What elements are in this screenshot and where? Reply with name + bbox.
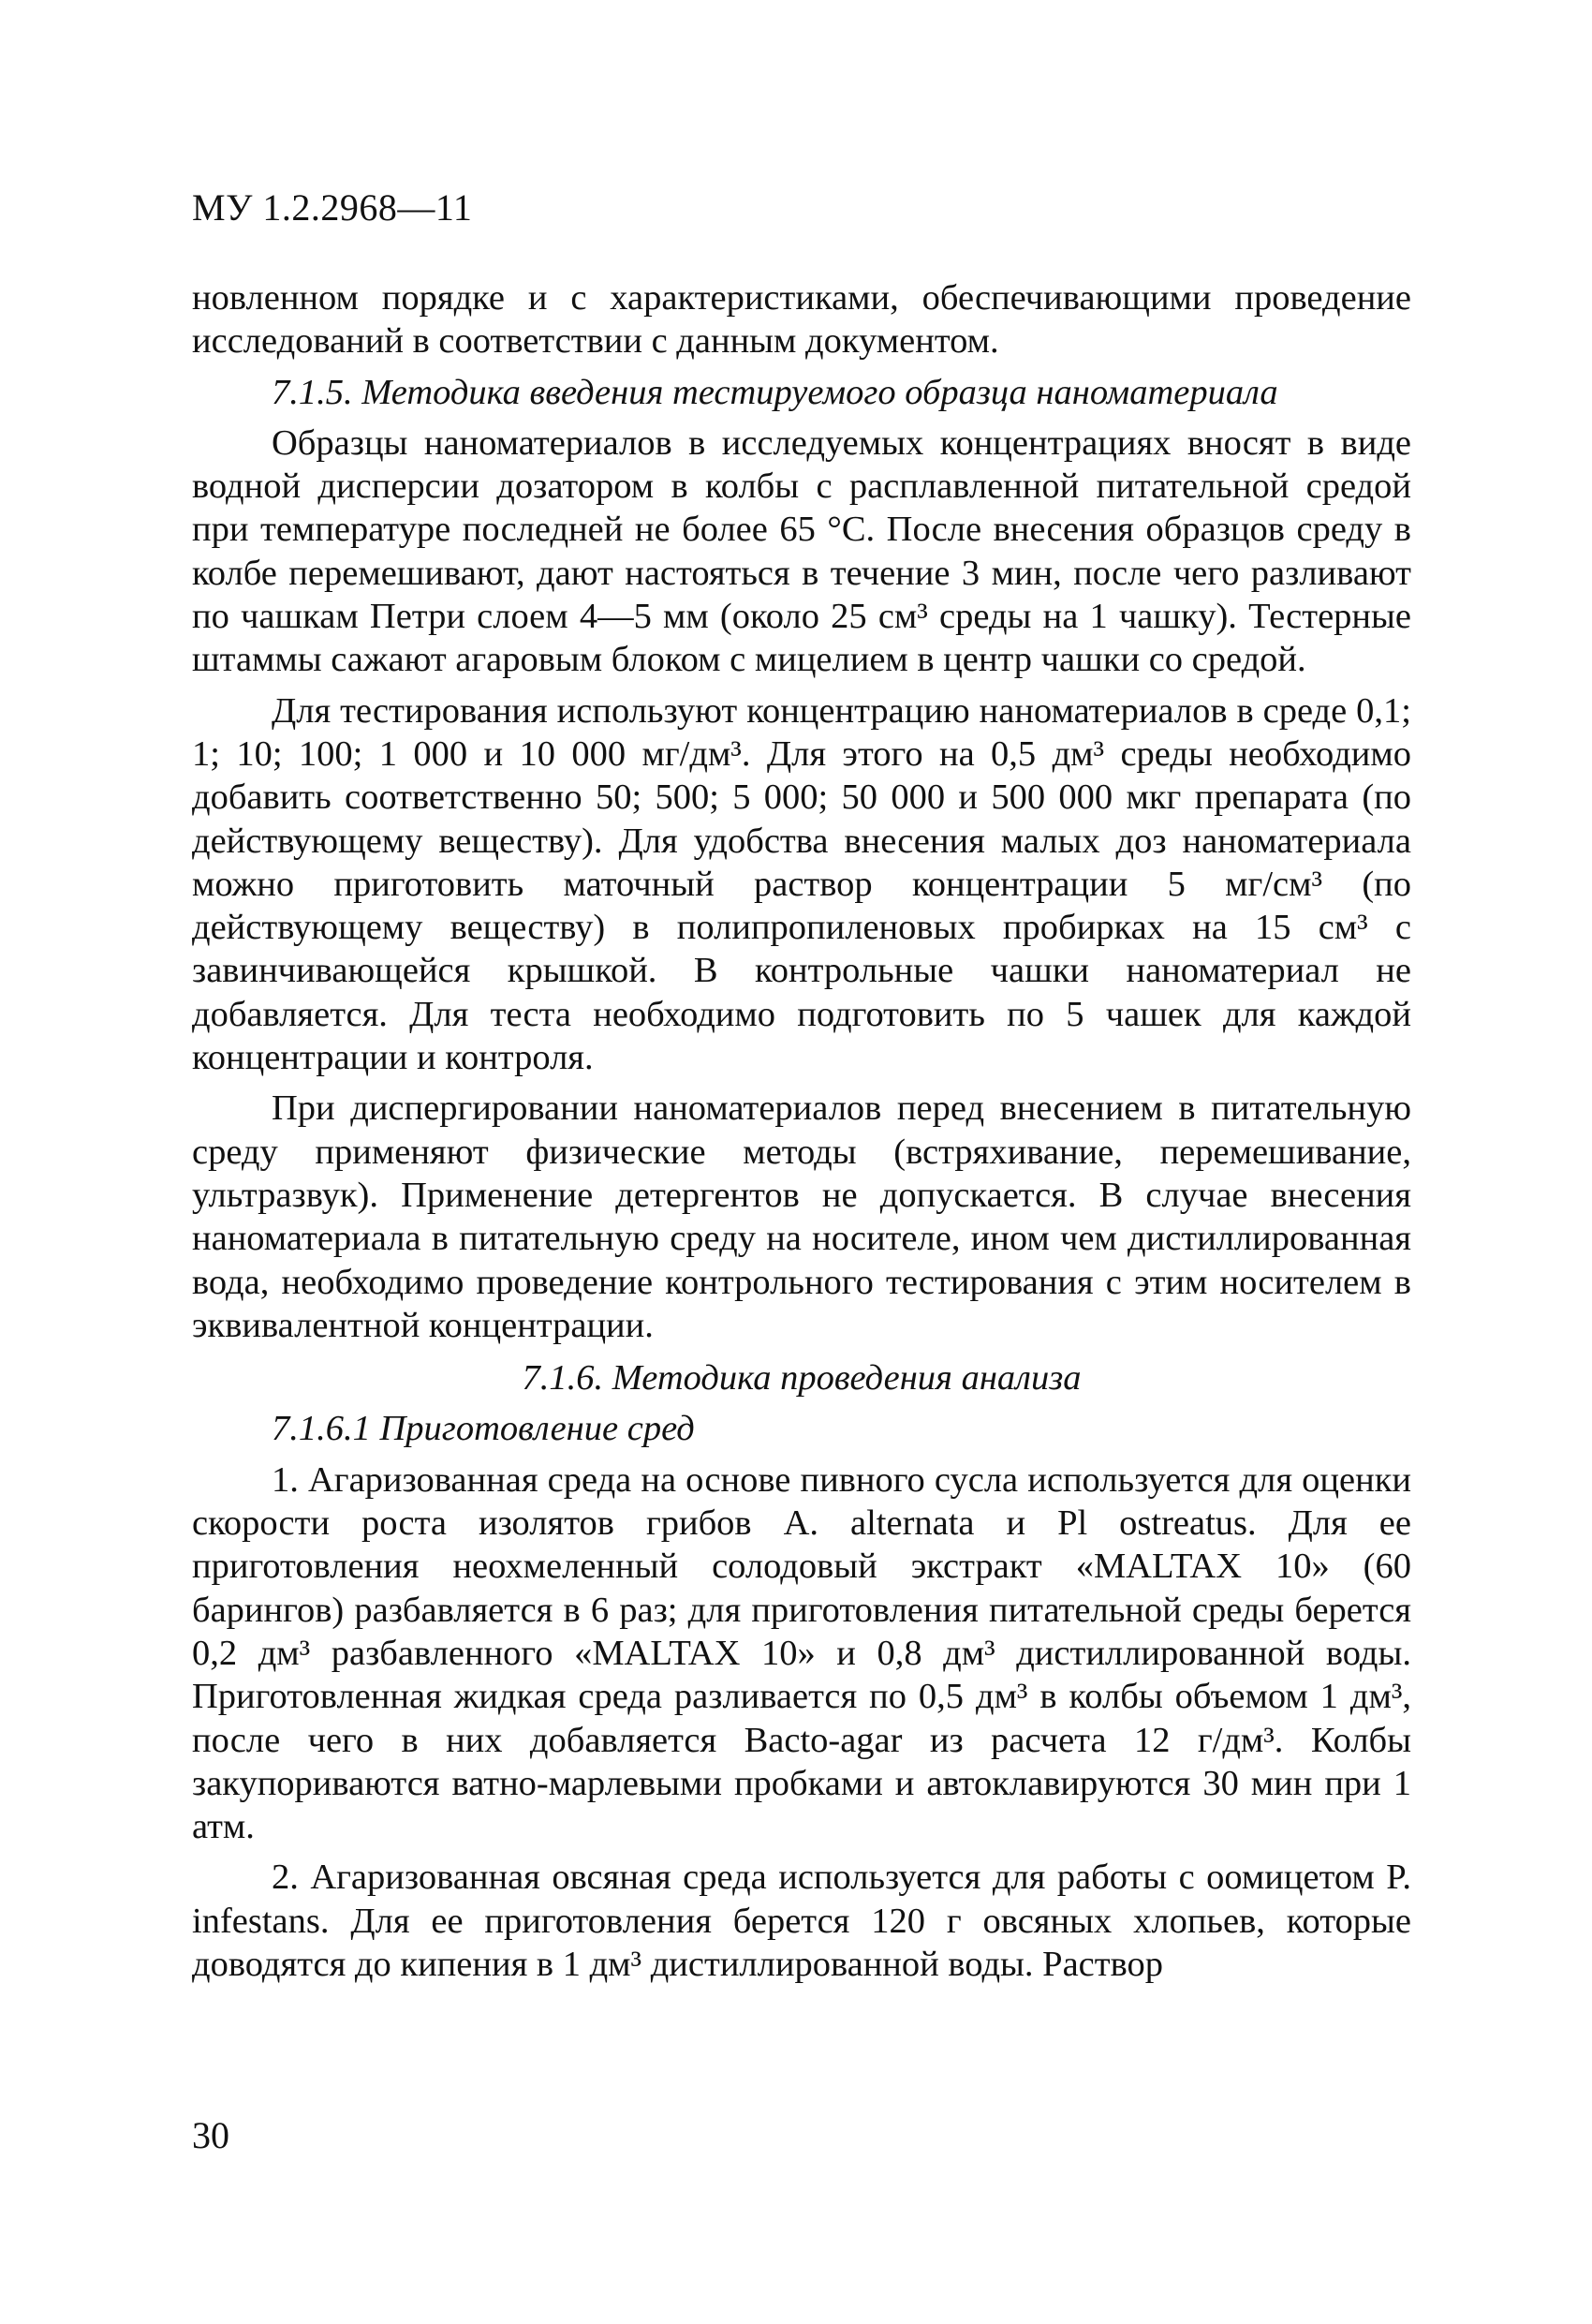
list-item: 1. Агаризованная среда на основе пивного сусла используется для оценки скорости роста изолятов грибов A. alternata и Pl ostreatus. Для ее приготовления неохмеленный солодовый экстракт «MALTAX 10» (60 барингов) разбавляется в 6 раз; для приготовления питательной среды берется 0,2 дм³ разбавленного «MALTAX 10» и 0,8 дм³ дистиллированной воды. Приготовленная жидкая среда разливается по 0,5 дм³ в колбы объемом 1 дм³, после чего в них добавляется Bacto-agar из расчета 12 г/дм³. Колбы закупориваются ватно-марлевыми пробками и автоклавируются 30 мин при 1 атм. [192,1459,1411,1847]
paragraph: Для тестирования используют концентрацию наноматериалов в среде 0,1; 1; 10; 100; 1 000 и 10 000 мг/дм³. Для этого на 0,5 дм³ среды необходимо добавить соответственно 50; 500; 5 000; 50 000 и 500 000 мкг препарата (по действующему веществу). Для удобства внесения малых доз наноматериала можно приготовить маточный раствор концентрации 5 мг/см³ (по действующему веществу) в полипропиленовых пробирках на 15 см³ с завинчивающейся крышкой. В контрольные чашки наноматериал не добавляется. Для теста необходимо подготовить по 5 чашек для каждой концентрации и контроля. [192,690,1411,1078]
running-header: МУ 1.2.2968—11 [192,186,473,229]
section-heading-7-1-6: 7.1.6. Методика проведения анализа [522,1358,1082,1399]
list-item: 2. Агаризованная овсяная среда используется для работы с оомицетом P. infestans. Для ее приготовления берется 120 г овсяных хлопьев, которые доводятся до кипения в 1 дм³ дистиллированной воды. Раствор [192,1858,1411,1984]
page-number: 30 [192,2114,229,2156]
section-heading-7-1-5: 7.1.5. Методика введения тестируемого образца наноматериала [272,372,1278,412]
paragraph: При диспергировании наноматериалов перед внесением в питательную среду применяют физические методы (встряхивание, перемешивание, ультразвук). Применение детергентов не допускается. В случае внесения наноматериала в питательную среду на носителе, ином чем дистиллированная вода, необходимо проведение контрольного тестирования с этим носителем в эквивалентной концентрации. [192,1088,1411,1345]
paragraph: Образцы наноматериалов в исследуемых концентрациях вносят в виде водной дисперсии дозатором в колбы с расплавленной питательной средой при температуре последней не более 65 °С. После внесения образцов среду в колбе перемешивают, дают настояться в течение 3 мин, после чего разливают по чашкам Петри слоем 4—5 мм (около 25 см³ среды на 1 чашку). Тестерные штаммы сажают агаровым блоком с мицелием в центр чашки со средой. [192,422,1411,680]
continuation-paragraph: новленном порядке и с характеристиками, обеспечивающими проведение исследований в соответствии с данным документом. [192,278,1411,362]
body-text [192,276,1411,1986]
section-heading-7-1-6-1: 7.1.6.1 Приготовление сред [272,1409,695,1449]
